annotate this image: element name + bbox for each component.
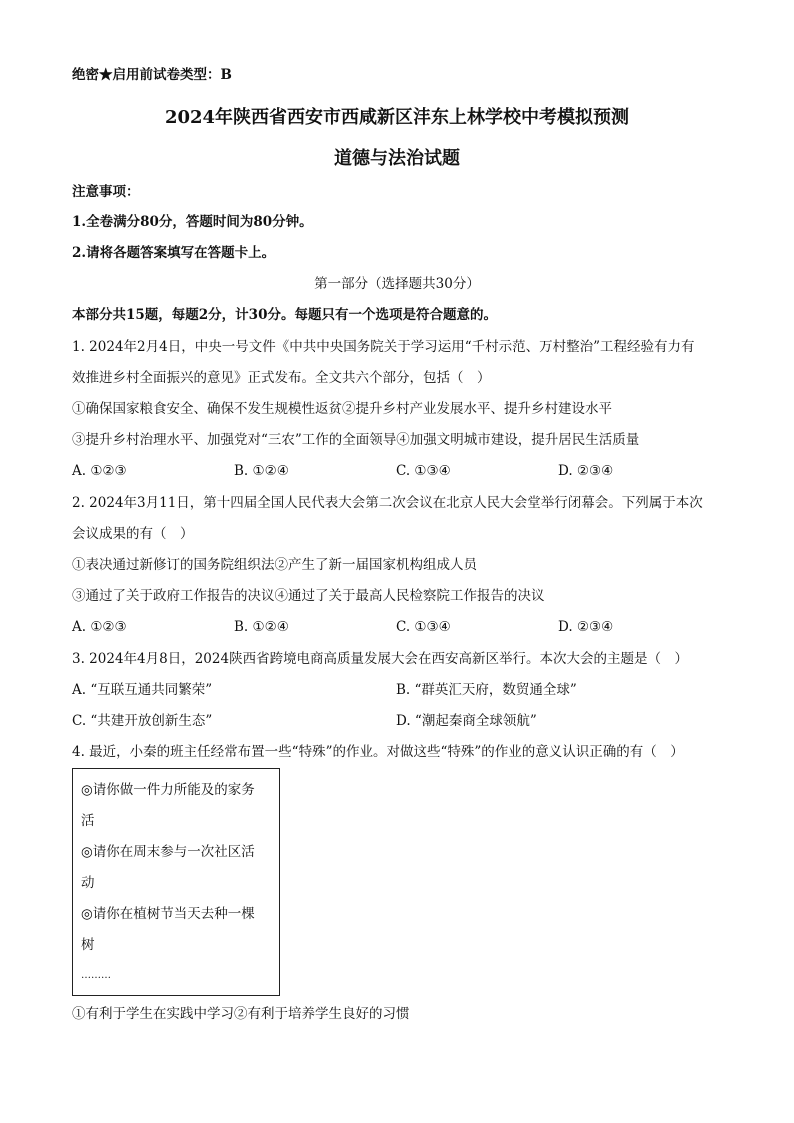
homework-item: ◎请你做一件力所能及的家务: [81, 782, 255, 798]
question-1-stem: 效推进乡村全面振兴的意见》正式发布。全文共六个部分，包括（ ）: [72, 370, 491, 386]
question-1-stem: 1. 2024年2月4日，中央一号文件《中共中央国务院关于学习运用“千村示范、万村整治”工程经验有力有: [72, 339, 695, 355]
question-2-stem: 2. 2024年3月11日，第十四届全国人民代表大会第二次会议在北京人民大会堂举行闭幕会。下列属于本次: [72, 495, 703, 511]
homework-item: 动: [81, 875, 95, 891]
homework-item: ◎请你在周末参与一次社区活: [81, 844, 255, 860]
question-3-option-b: B. “群英汇天府，数贸通全球”: [396, 682, 577, 698]
question-1-option-a: A. ①②③: [72, 463, 127, 479]
question-4-stem: 4. 最近，小秦的班主任经常布置一些“特殊”的作业。对做这些“特殊”的作业的意义认识正确的有（ ）: [72, 744, 684, 760]
question-3-option-a: A. “互联互通共同繁荣”: [72, 682, 213, 698]
question-1-option-b: B. ①②④: [234, 463, 289, 479]
question-1-option-d: D. ②③④: [558, 463, 614, 479]
homework-ellipsis: ………: [81, 970, 111, 981]
question-2-statement: ①表决通过新修订的国务院组织法②产生了新一届国家机构组成人员: [72, 557, 477, 573]
homework-box: [72, 768, 280, 996]
part1-heading: 第一部分（选择题共30分）: [314, 276, 480, 292]
question-2-stem: 会议成果的有（ ）: [72, 526, 194, 542]
question-3-option-c: C. “共建开放创新生态”: [72, 713, 213, 729]
part1-instruction: 本部分共15题，每题2分，计30分。每题只有一个选项是符合题意的。: [72, 307, 497, 323]
notes-heading: 注意事项：: [72, 184, 140, 200]
homework-item: 树: [81, 937, 95, 953]
homework-item: ◎请你在植树节当天去种一棵: [81, 906, 255, 922]
note-item: 1.全卷满分80分，答题时间为80分钟。: [72, 214, 313, 230]
exam-subtitle: 道德与法治试题: [334, 148, 460, 169]
question-1-statement: ③提升乡村治理水平、加强党对“三农”工作的全面领导④加强文明城市建设，提升居民生活质量: [72, 432, 640, 448]
question-2-option-b: B. ①②④: [234, 619, 289, 635]
question-4-statement: ①有利于学生在实践中学习②有利于培养学生良好的习惯: [72, 1006, 410, 1022]
question-3-option-d: D. “潮起秦商全球领航”: [396, 713, 537, 729]
secret-label: 绝密★启用前试卷类型：B: [72, 67, 232, 83]
question-3-stem: 3. 2024年4月8日，2024陕西省跨境电商高质量发展大会在西安高新区举行。本次大会的主题是（ ）: [72, 651, 689, 667]
question-1-statement: ①确保国家粮食安全、确保不发生规模性返贫②提升乡村产业发展水平、提升乡村建设水平: [72, 401, 612, 417]
homework-item: 活: [81, 813, 95, 829]
question-2-option-c: C. ①③④: [396, 619, 451, 635]
question-1-option-c: C. ①③④: [396, 463, 451, 479]
question-2-statement: ③通过了关于政府工作报告的决议④通过了关于最高人民检察院工作报告的决议: [72, 588, 545, 604]
note-item: 2.请将各题答案填写在答题卡上。: [72, 245, 276, 261]
exam-title: 2024年陕西省西安市西咸新区沣东上林学校中考模拟预测: [164, 107, 630, 128]
question-2-option-d: D. ②③④: [558, 619, 614, 635]
question-2-option-a: A. ①②③: [72, 619, 127, 635]
